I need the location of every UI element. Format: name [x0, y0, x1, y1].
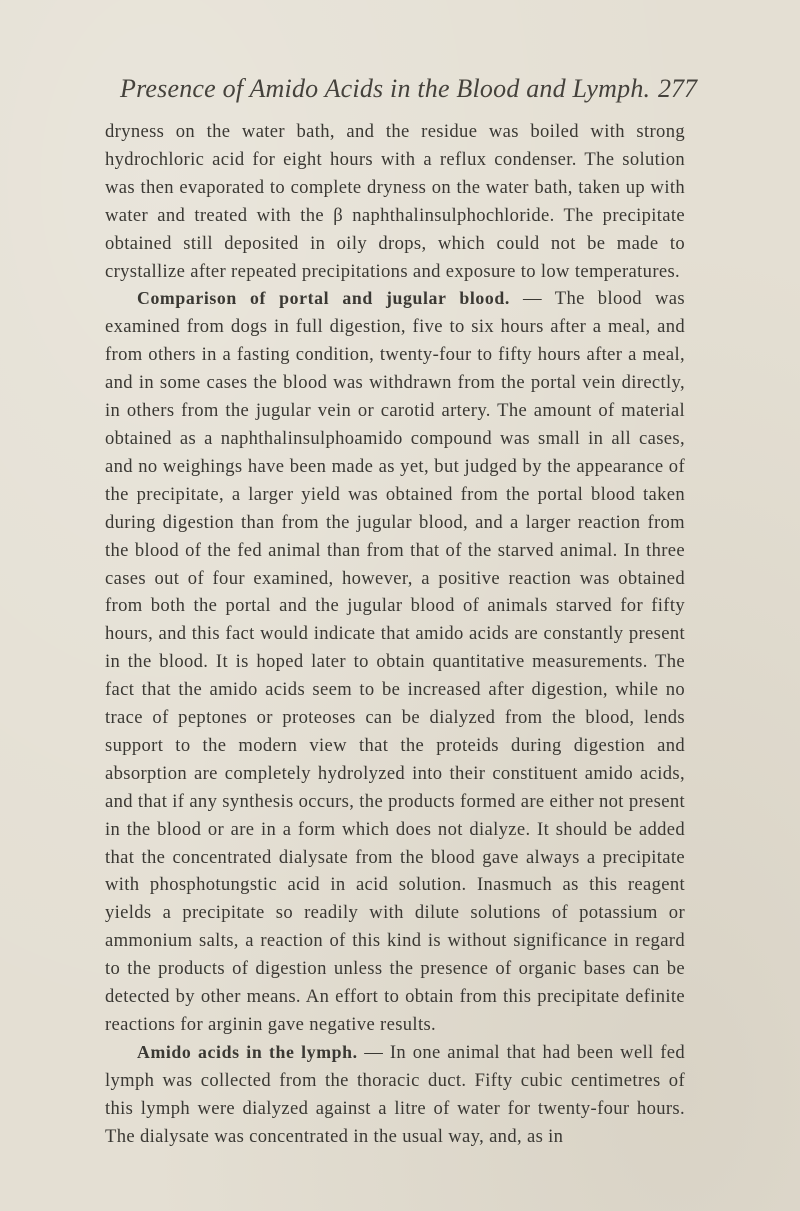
section-lead: Comparison of portal and jugular blood.	[137, 288, 510, 309]
paragraph	[105, 1039, 685, 1151]
section-lead: Amido acids in the lymph.	[137, 1041, 358, 1062]
running-title: Presence of Amido Acids in the Blood and Lymph.	[120, 74, 651, 103]
page-number: 277	[658, 74, 697, 103]
paragraph	[105, 118, 685, 285]
body-text	[105, 118, 685, 1151]
paragraph-text: dryness on the water bath, and the residue was boiled with strong hydrochloric acid for eight hours with a reflux condenser. The solution was then evaporated to complete dryness on the water bath, taken up with water and treated with the β naphthalinsulphochloride. The precipitate obtained still deposited in oily drops, which could not be made to crystallize after repeated precipitations and exposure to low temperatures.	[105, 121, 685, 282]
paragraph	[105, 285, 685, 1038]
paragraph-text: — The blood was examined from dogs in full digestion, five to six hours after a meal, and from others in a fasting condition, twenty-four to fifty hours after a meal, and in some cases the blood was withdrawn from the portal vein directly, in others from the jugular vein or carotid artery. The amount of material obtained as a naphthalinsulphoamido compound was small in all cases, and no weighings have been made as yet, but judged by the appearance of the precipitate, a larger yield was obtained from the portal blood taken during digestion than from the jugular blood, and a larger reaction from the blood of the fed animal than from that of the starved animal. In three cases out of four examined, however, a positive reaction was obtained from both the portal and the jugular blood of animals starved for fifty hours, and this fact would indicate that amido acids are constantly present in the blood. It is hoped later to obtain quantitative measurements. The fact that the amido acids seem to be increased after digestion, while no trace of peptones or proteoses can be dialyzed from the blood, lends support to the modern view that the proteids during digestion and absorption are completely hydrolyzed into their constituent amido acids, and that if any synthesis occurs, the products formed are either not present in the blood or are in a form which does not dialyze. It should be added that the concentrated dialysate from the blood gave always a precipitate with phosphotungstic acid in acid solution. Inasmuch as this reagent yields a precipitate so readily with dilute solutions of potassium or ammonium salts, a reaction of this kind is without significance in regard to the products of digestion unless the presence of organic bases can be detected by other means. An effort to obtain from this precipitate definite reactions for arginin gave negative results.	[105, 288, 685, 1035]
paragraph-text: — In one animal that had been well fed lymph was collected from the thoracic duct. Fifty cubic centimetres of this lymph were dialyzed against a litre of water for twenty-four hours. The dialysate was concentrated in the usual way, and, as in	[105, 1041, 686, 1147]
page-header	[0, 74, 800, 114]
